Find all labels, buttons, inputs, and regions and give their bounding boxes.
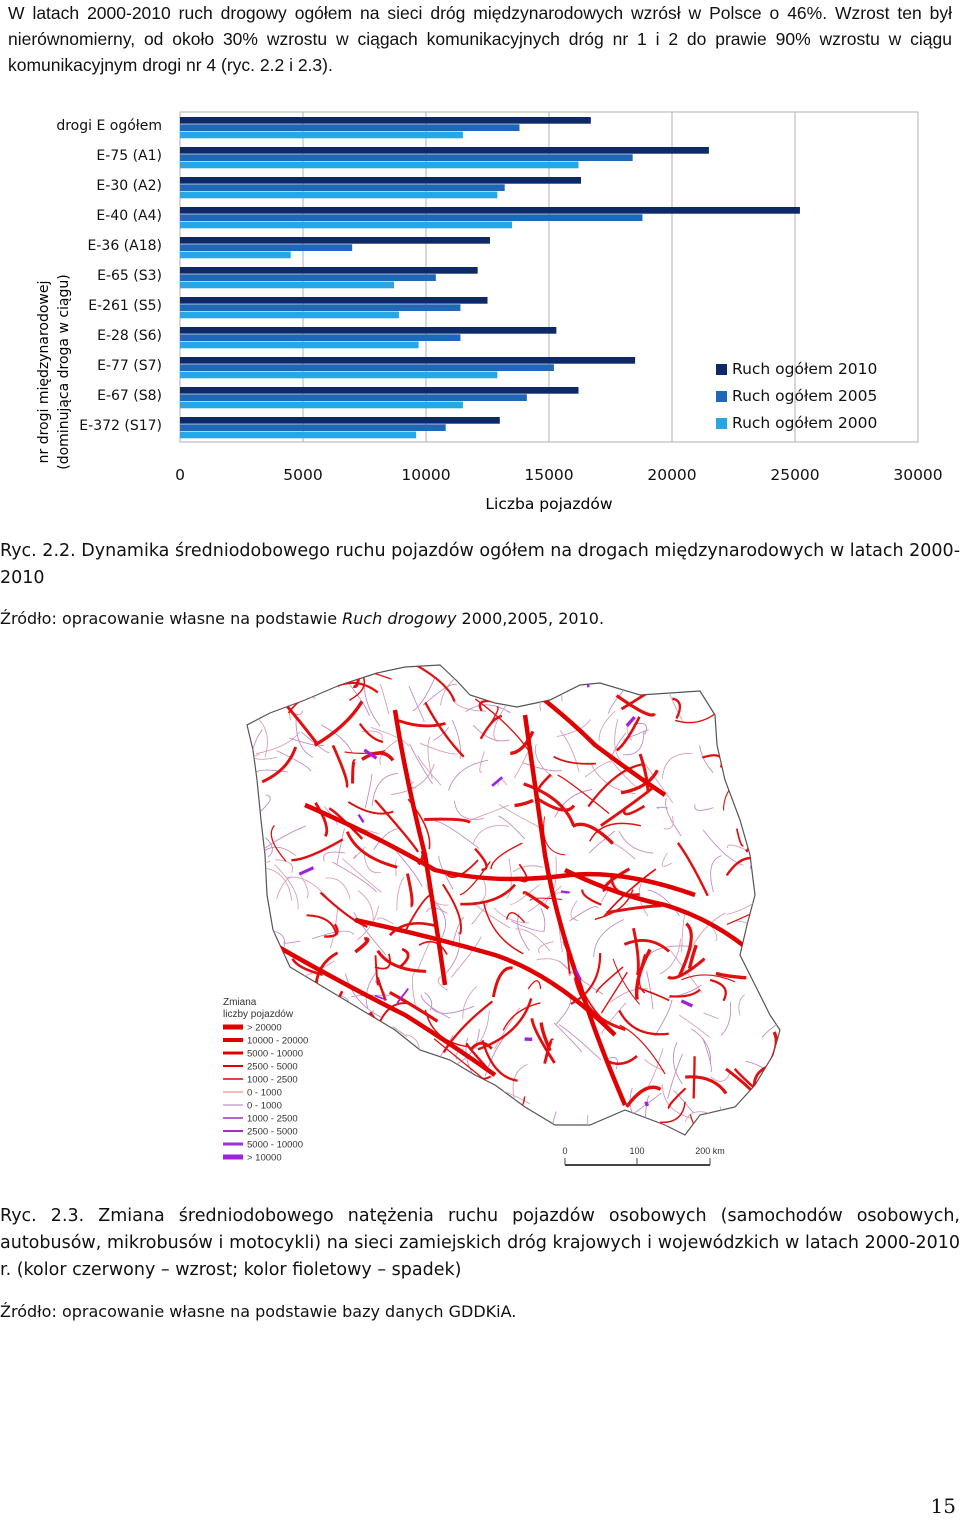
road-increase [281,691,285,698]
bar [180,154,633,161]
y-tick-label: E-36 (A18) [87,238,162,254]
minor-road [320,1064,321,1091]
bar [180,184,505,191]
legend-label: Ruch ogółem 2005 [732,387,878,405]
y-tick-label: E-77 (S7) [97,358,162,374]
minor-road [612,1118,640,1132]
bar [180,402,463,409]
bar [180,147,709,154]
minor-road [737,655,754,672]
road-decrease [561,891,570,892]
road-increase [720,730,772,744]
road-decrease [743,707,746,711]
road-increase [732,782,775,795]
bar [180,207,800,214]
road-increase [241,878,264,904]
minor-road [343,1035,374,1044]
road-decrease [539,690,552,692]
minor-road [304,1094,338,1123]
map-legend-label: 5000 - 10000 [247,1048,303,1060]
map-legend-label: 1000 - 2500 [247,1113,298,1125]
traffic-bar-chart [0,100,960,520]
bar [180,244,352,251]
minor-road [772,809,795,823]
road-increase [447,1069,464,1075]
bar [180,364,554,371]
y-tick-label: E-28 (S6) [97,328,162,344]
x-tick-label: 20000 [647,466,697,484]
source-after: 2000,2005, 2010. [456,609,605,628]
map-scale-bar [562,1146,724,1165]
bar [180,124,519,131]
source-before: Źródło: opracowanie własne na podstawie [0,609,343,628]
y-tick-label: E-372 (S17) [79,418,162,434]
road-increase [216,815,254,856]
x-tick-label: 30000 [893,466,943,484]
bar [180,312,399,319]
bar [180,387,579,394]
road-decrease [330,1031,344,1040]
x-tick-label: 5000 [283,466,323,484]
road-increase [270,669,277,676]
bar [180,237,490,244]
map-legend [223,997,308,1164]
y-tick-label: E-65 (S3) [97,268,162,284]
minor-road [313,1091,316,1115]
map-legend-label: 0 - 1000 [247,1087,282,1099]
legend-swatch [716,391,727,402]
bar [180,424,446,431]
chart-y-axis-label [36,274,72,470]
minor-road [729,713,748,740]
road-increase [313,674,331,685]
map-legend-label: 10000 - 20000 [247,1035,309,1047]
x-tick-label: 10000 [401,466,451,484]
bar [180,267,478,274]
road-increase [744,754,753,776]
minor-road [311,1009,317,1050]
minor-road [289,1093,329,1097]
map-legend-label: 5000 - 10000 [247,1139,303,1151]
bar [180,252,291,259]
bar [180,327,556,334]
bar [180,394,527,401]
figure-caption-2-2 [0,538,960,592]
minor-road [354,1106,377,1126]
scale-label-200: 200 km [695,1146,725,1156]
road-increase [748,789,791,822]
map-legend-label: > 10000 [247,1152,282,1164]
bar [180,417,500,424]
bar [180,432,416,439]
legend-label: Ruch ogółem 2000 [732,414,878,432]
minor-road [359,1018,374,1024]
road-increase [780,738,785,741]
minor-road [386,1084,402,1105]
source-italic: Ruch drogowy [342,609,457,628]
y-tick-label: E-75 (A1) [96,148,162,164]
map-legend-label: 2500 - 5000 [247,1126,298,1138]
y-axis-label-line-2: (dominująca droga w ciągu) [56,274,72,470]
caption-text: Dynamika średniodobowego ruchu pojazdów ogółem na drogach międzynarodowych w latach 2000-2010 [0,541,960,588]
road-increase [289,1089,329,1111]
bar [180,214,642,221]
minor-road [763,760,779,785]
road-increase [746,828,764,852]
minor-road [373,1047,386,1084]
bar [180,274,436,281]
legend-swatch [716,364,727,375]
bar [180,357,635,364]
minor-road [493,1107,528,1115]
road-increase [770,983,795,984]
map-legend-title-1: Zmiana [223,997,257,1008]
minor-road [260,935,265,948]
road-increase [769,726,795,752]
y-tick-label: drogi E ogółem [56,118,162,134]
caption-prefix: Ryc. 2.2. [0,541,76,561]
poland-traffic-change-map [195,655,795,1190]
caption-text: Zmiana średniodobowego natężenia ruchu pojazdów osobowych (samochodów osobowych, autobusów, mikrobusów i motocykli) na sieci zamiejskich dróg krajowych i wojewódzkich w latach 2000-2010 r. (kolor czerwony – wzrost; kolor fioletowy – spadek) [0,1206,960,1280]
intro-paragraph: W latach 2000-2010 ruch drogowy ogółem na sieci dróg międzynarodowych wzrósł w Polsce o 46%. Wzrost ten był nierównomierny, od około 30% wzrostu w ciągach komunikacyjnych dróg nr 1 i 2 do prawie 90% wzrostu w ciągu komunikacyjnym drogi nr 4 (ryc. 2.2 i 2.3). [8,3,952,75]
map-legend-label: 1000 - 2500 [247,1074,298,1086]
bar [180,372,497,379]
road-increase [292,1014,312,1022]
y-tick-label: E-40 (A4) [96,208,162,224]
road-increase [719,723,754,729]
minor-road [408,1074,417,1106]
minor-road [358,1117,371,1120]
x-tick-label: 25000 [770,466,820,484]
map-legend-title-2: liczby pojazdów [223,1009,294,1020]
bar [180,304,460,311]
legend-label: Ruch ogółem 2010 [732,360,878,378]
minor-road [361,1029,383,1039]
x-tick-label: 0 [175,466,185,484]
road-decrease [646,1102,648,1106]
minor-road [406,1125,425,1142]
bar [180,342,419,349]
road-increase [750,1092,760,1118]
scale-label-0: 0 [562,1146,568,1156]
y-axis-label-line-1: nr drogi międzynarodowej [36,280,52,464]
legend-swatch [716,418,727,429]
minor-road [770,677,775,716]
map-legend-items [223,1023,308,1164]
y-tick-label: E-30 (A2) [96,178,162,194]
minor-road [753,670,761,677]
bar [180,132,463,139]
y-tick-label: E-67 (S8) [97,388,162,404]
x-tick-label: 15000 [524,466,574,484]
minor-road [254,989,281,1001]
road-increase [347,1084,389,1106]
road-increase [764,1088,775,1119]
road-increase [305,1105,339,1112]
figure-caption-2-3 [0,1203,960,1284]
minor-road [302,655,340,687]
road-increase [750,730,772,740]
minor-road [761,953,766,973]
bar [180,177,581,184]
scale-label-100: 100 [629,1146,645,1156]
bar [180,334,460,341]
road-decrease [403,1096,407,1105]
road-decrease [328,1043,339,1053]
road-increase [324,1042,334,1087]
page-number: 15 [930,1494,956,1518]
map-legend-label: > 20000 [247,1022,282,1034]
bar [180,222,512,229]
bar [180,297,488,304]
road-decrease [487,1091,500,1099]
bar [180,117,591,124]
map-legend-label: 2500 - 5000 [247,1061,298,1073]
y-tick-label: E-261 (S5) [88,298,162,314]
road-increase [293,655,331,684]
minor-road [716,679,734,689]
source-note-2-2 [0,608,960,630]
bar [180,192,497,199]
minor-road [741,673,752,693]
chart-legend [716,360,877,432]
minor-road [541,671,567,679]
bar [180,162,579,169]
bar [180,282,394,289]
minor-road [766,915,780,926]
minor-road [488,655,492,672]
minor-road [333,1114,335,1124]
caption-prefix: Ryc. 2.3. [0,1206,85,1226]
road-decrease [400,1091,407,1103]
x-axis-label: Liczba pojazdów [485,495,613,513]
map-legend-label: 0 - 1000 [247,1100,282,1112]
map-graphic [195,655,795,1190]
minor-road [733,655,740,670]
minor-road [298,999,342,1026]
road-increase [309,1107,327,1111]
minor-road [473,1108,484,1139]
source-note-2-3: Źródło: opracowanie własne na podstawie bazy danych GDDKiA. [0,1302,517,1321]
